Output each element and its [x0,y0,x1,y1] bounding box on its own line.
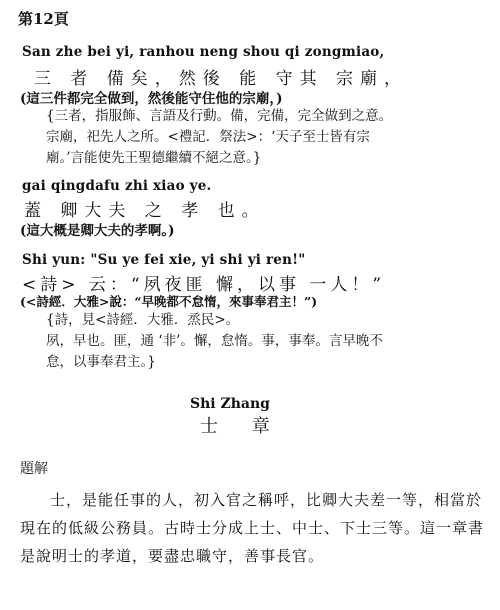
pinyin-line-2: gai qingdafu zhi xiao ye. [22,178,212,194]
translation-line-3: (<詩經．大雅>說：“早晚都不怠惰，來事奉君主！”) [20,294,318,309]
page-number: 第12頁 [18,10,69,28]
note-3-line-1: {詩，見<詩經．大雅．烝民>。 [46,312,240,328]
chapter-pinyin: Shi Zhang [190,396,270,412]
translation-line-2: (這大概是卿大夫的孝啊。) [20,223,175,239]
note-block-3 [46,310,486,373]
note-3-line-3: 怠，以事奉君主。} [46,354,156,370]
note-1-line-3: 廟。’言能使先王聖德繼續不絕之意。} [46,150,262,166]
translation-line-1: (這三件都完全做到，然後能守住他的宗廟，) [20,91,283,107]
chinese-line-1: 三 者 備矣，然後 能 守其 宗廟， [34,69,409,89]
chapter-title: 士 章 [200,416,284,437]
section-label: 題解 [20,461,48,477]
pinyin-line-3: Shi yun: "Su ye fei xie, yi shi yi ren!" [22,252,306,268]
pinyin-line-1: San zhe bei yi, ranhou neng shou qi zongmiao, [22,44,385,60]
note-1-line-1: {三者，指服飾、言語及行動。備，完備，完全做到之意。 [46,108,393,124]
intro-paragraph: 士，是能任事的人，初入官之稱呼，比卿大夫差一等，相當於現在的低級公務員。古時士分成上士、中士、下士三等。這一章書是說明士的孝道，要盡忠職守，善事長官。 [20,491,485,565]
note-block-1 [46,106,486,169]
chinese-line-3: <詩> 云：“夙夜匪 懈，以事 一人！” [22,275,386,295]
chinese-line-2: 蓋 卿大夫 之 孝 也。 [24,201,266,221]
note-1-line-2: 宗廟，祀先人之所。<禮記．祭法>：‘天子至士皆有宗 [46,129,370,145]
note-3-line-2: 夙，早也。匪，通 ‘非’。懈，怠惰。事，事奉。言早晚不 [46,333,383,349]
